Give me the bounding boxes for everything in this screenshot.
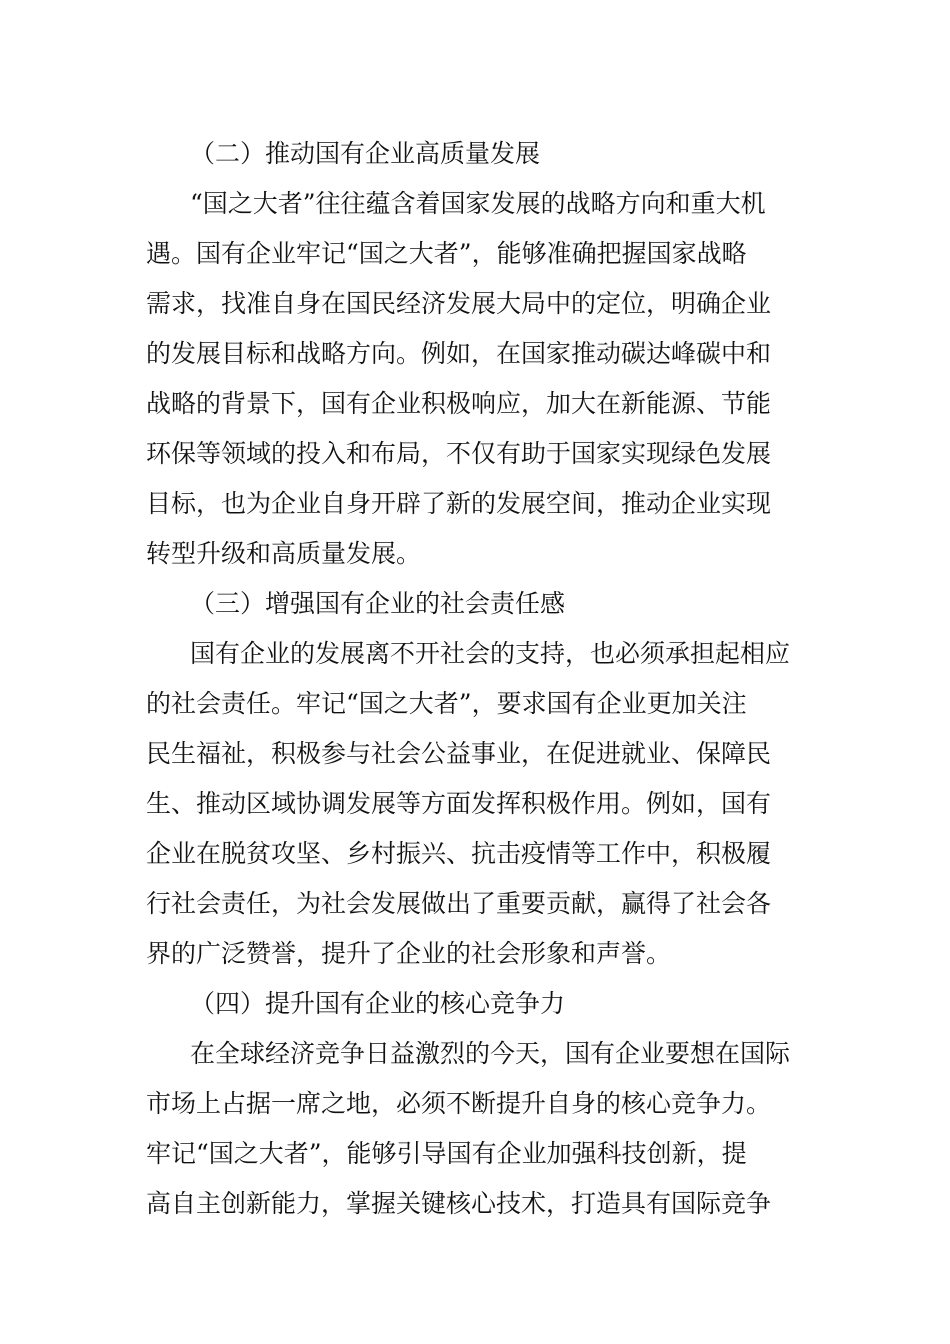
paragraph-line: 目标，也为企业自身开辟了新的发展空间，推动企业实现: [146, 489, 772, 518]
paragraph-line: 高自主创新能力，掌握关键核心技术，打造具有国际竞争: [146, 1189, 772, 1218]
paragraph-line: 生、推动区域协调发展等方面发挥积极作用。例如，国有: [146, 789, 772, 818]
paragraph-line: 界的广泛赞誉，提升了企业的社会形象和声誉。: [146, 939, 672, 968]
paragraph-line: 民生福祉，积极参与社会公益事业，在促进就业、保障民: [146, 739, 772, 768]
paragraph-line: 行社会责任，为社会发展做出了重要贡献，赢得了社会各: [146, 889, 772, 918]
paragraph-line: 环保等领域的投入和布局，不仅有助于国家实现绿色发展: [146, 439, 772, 468]
paragraph-line: 牢记“国之大者”，能够引导国有企业加强科技创新，提: [146, 1139, 747, 1168]
paragraph-line: 的发展目标和战略方向。例如，在国家推动碳达峰碳中和: [146, 339, 772, 368]
paragraph-line: “国之大者”往往蕴含着国家发展的战略方向和重大机: [190, 189, 766, 218]
paragraph-line: 市场上占据一席之地，必须不断提升自身的核心竞争力。: [146, 1089, 772, 1118]
paragraph-line: 在全球经济竞争日益激烈的今天，国有企业要想在国际: [190, 1039, 791, 1068]
paragraph-line: 转型升级和高质量发展。: [146, 539, 422, 568]
paragraph-line: 遇。国有企业牢记“国之大者”，能够准确把握国家战略: [146, 239, 747, 268]
paragraph-line: 企业在脱贫攻坚、乡村振兴、抗击疫情等工作中，积极履: [146, 839, 772, 868]
paragraph-line: 战略的背景下，国有企业积极响应，加大在新能源、节能: [146, 389, 772, 418]
paragraph-line: 国有企业的发展离不开社会的支持，也必须承担起相应: [190, 639, 791, 668]
section-heading: （四）提升国有企业的核心竞争力: [190, 989, 566, 1018]
section-heading: （三）增强国有企业的社会责任感: [190, 589, 566, 618]
section-heading: （二）推动国有企业高质量发展: [190, 139, 541, 168]
paragraph-line: 需求，找准自身在国民经济发展大局中的定位，明确企业: [146, 289, 772, 318]
paragraph-line: 的社会责任。牢记“国之大者”，要求国有企业更加关注: [146, 689, 747, 718]
